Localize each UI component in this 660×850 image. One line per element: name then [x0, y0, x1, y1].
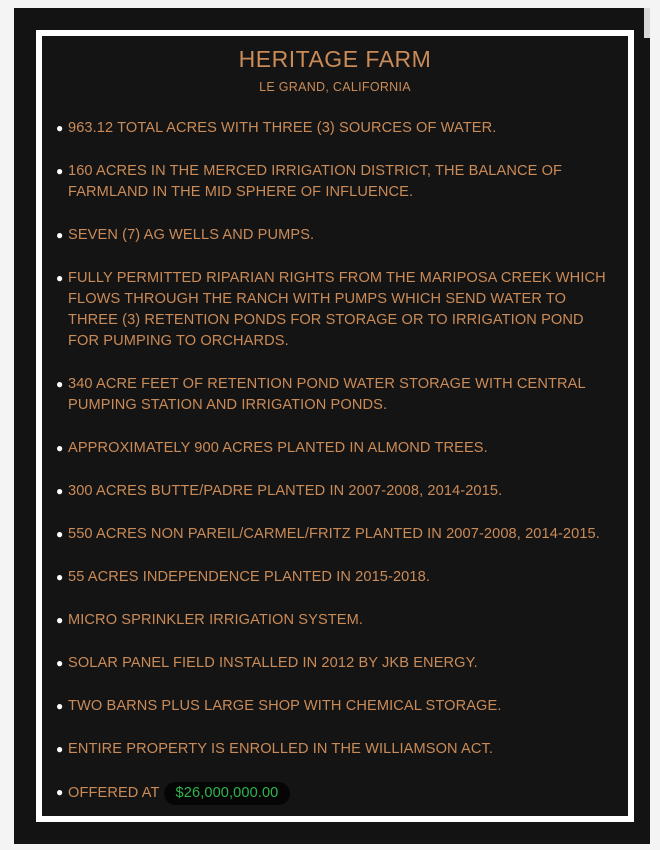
feature-text: 963.12 TOTAL ACRES WITH THREE (3) SOURCES OF WATER.	[68, 120, 497, 136]
feature-item	[56, 438, 616, 459]
bullet-icon: ●	[56, 785, 64, 799]
bullet-icon: ●	[56, 164, 64, 178]
page-title: HERITAGE FARM	[238, 46, 432, 72]
offer-item	[56, 782, 616, 805]
feature-item	[56, 118, 616, 139]
offer-price: $26,000,000.00	[164, 782, 291, 805]
bullet-icon: ●	[56, 613, 64, 627]
feature-text: 550 ACRES NON PAREIL/CARMEL/FRITZ PLANTED IN 2007-2008, 2014-2015.	[68, 526, 600, 542]
feature-item	[56, 524, 616, 545]
bullet-icon: ●	[56, 742, 64, 756]
bullet-icon: ●	[56, 699, 64, 713]
feature-item	[56, 268, 616, 352]
feature-item	[56, 739, 616, 760]
feature-text: 55 ACRES INDEPENDENCE PLANTED IN 2015-2018.	[68, 569, 430, 585]
feature-text: FULLY PERMITTED RIPARIAN RIGHTS FROM THE MARIPOSA CREEK WHICH FLOWS THROUGH THE RANCH WITH PUMPS WHICH SEND WATER TO THREE (3) RETENTION PONDS FOR STORAGE OR TO IRRIGATION POND FOR PUMPING TO ORCHARDS.	[68, 270, 606, 349]
feature-item	[56, 161, 616, 203]
page-subtitle: LE GRAND, CALIFORNIA	[259, 80, 411, 94]
bullet-icon: ●	[56, 441, 64, 455]
flyer-page	[14, 8, 650, 844]
feature-text: SOLAR PANEL FIELD INSTALLED IN 2012 BY JKB ENERGY.	[68, 655, 478, 671]
feature-text: 340 ACRE FEET OF RETENTION POND WATER STORAGE WITH CENTRAL PUMPING STATION AND IRRIGATION PONDS.	[68, 376, 586, 413]
feature-text: TWO BARNS PLUS LARGE SHOP WITH CHEMICAL STORAGE.	[68, 698, 502, 714]
bullet-icon: ●	[56, 377, 64, 391]
bullet-icon: ●	[56, 228, 64, 242]
offer-label: OFFERED AT	[68, 785, 160, 801]
feature-text: 300 ACRES BUTTE/PADRE PLANTED IN 2007-2008, 2014-2015.	[68, 483, 503, 499]
bullet-icon: ●	[56, 271, 64, 285]
feature-item	[56, 653, 616, 674]
feature-text: 160 ACRES IN THE MERCED IRRIGATION DISTRICT, THE BALANCE OF FARMLAND IN THE MID SPHERE OF INFLUENCE.	[68, 163, 563, 200]
bullet-icon: ●	[56, 656, 64, 670]
feature-text: MICRO SPRINKLER IRRIGATION SYSTEM.	[68, 612, 364, 628]
bullet-icon: ●	[56, 527, 64, 541]
feature-item	[56, 225, 616, 246]
bullet-icon: ●	[56, 484, 64, 498]
feature-item	[56, 567, 616, 588]
feature-item	[56, 374, 616, 416]
feature-item	[56, 696, 616, 717]
feature-item	[56, 610, 616, 631]
feature-text: SEVEN (7) AG WELLS AND PUMPS.	[68, 227, 315, 243]
bullet-icon: ●	[56, 570, 64, 584]
features-list	[56, 118, 616, 827]
feature-item	[56, 481, 616, 502]
content-frame	[36, 30, 634, 822]
page-edge-mark	[644, 8, 650, 38]
feature-text: APPROXIMATELY 900 ACRES PLANTED IN ALMOND TREES.	[68, 440, 488, 456]
bullet-icon: ●	[56, 121, 64, 135]
feature-text: ENTIRE PROPERTY IS ENROLLED IN THE WILLIAMSON ACT.	[68, 741, 494, 757]
